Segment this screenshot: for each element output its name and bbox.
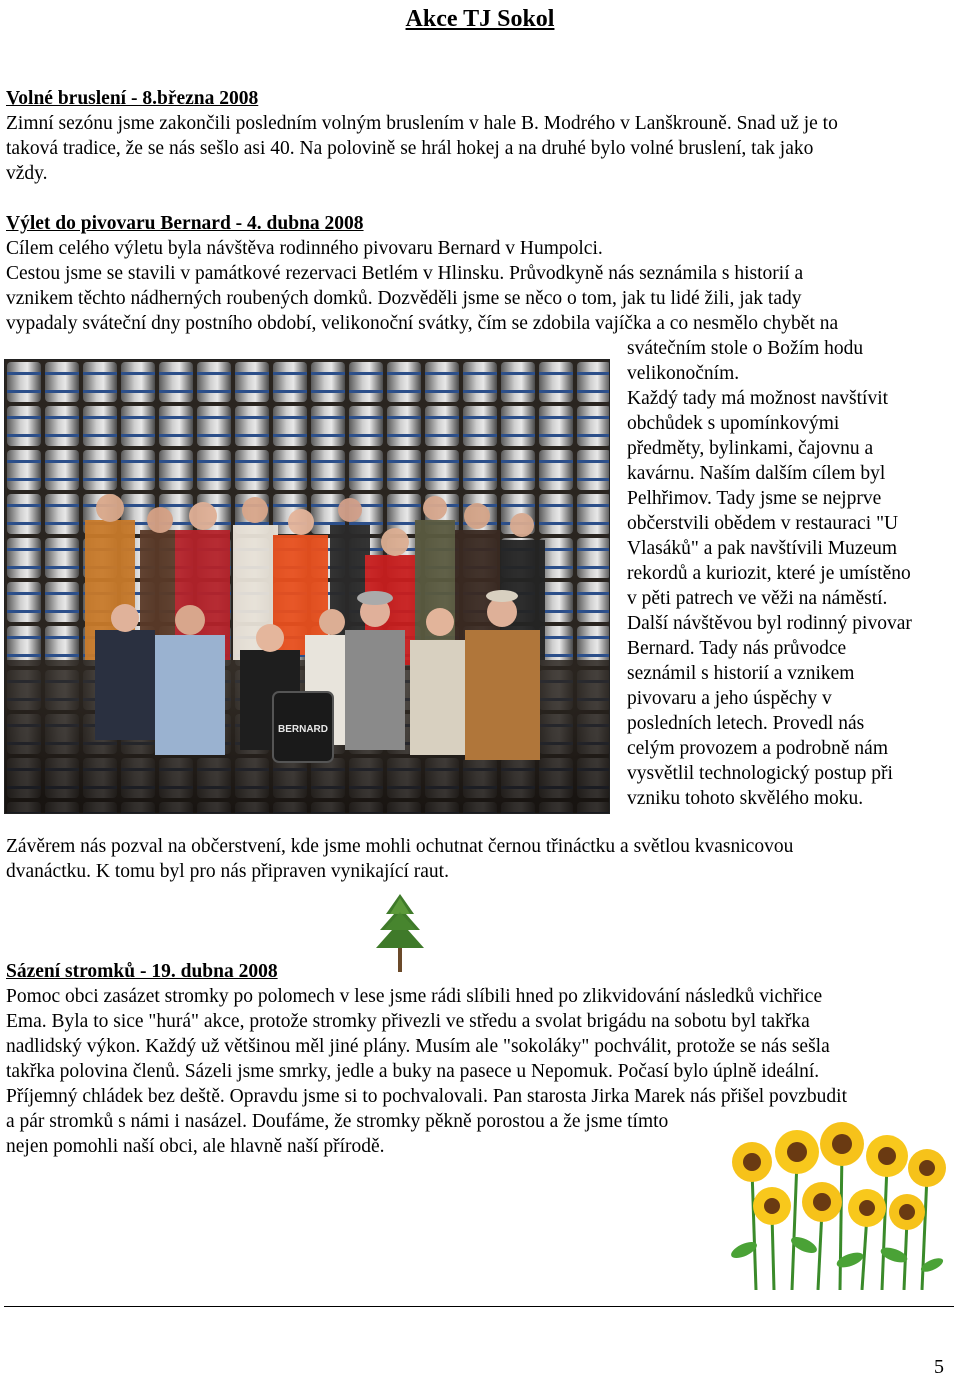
group-photo-image — [5, 360, 609, 813]
section-heading-brewery-trip: Výlet do pivovaru Bernard - 4. dubna 2008 — [6, 213, 364, 234]
paragraph-line: nadlidský výkon. Každý už většinou měl jiné plány. Musím ale "sokoláky" pochválit, protože se nás sešla — [6, 1036, 830, 1057]
paragraph-line: vznikem těchto nádherných roubených domků. Dozvěděli jsme se něco o tom, jak tu lidé žili, jak tady — [6, 288, 802, 309]
side-text-line: pivovaru a jeho úspěchy v — [627, 688, 832, 709]
page-title: Akce TJ Sokol — [405, 6, 555, 32]
paragraph-line: vypadaly sváteční dny postního období, velikonoční svátky, čím se zdobila vajíčka a co nesmělo chybět na — [6, 313, 839, 334]
side-text-line: předměty, bylinkami, čajovnu a — [627, 438, 874, 459]
page-number: 5 — [934, 1356, 944, 1378]
keg-label: BERNARD — [278, 724, 328, 735]
side-text-line: velikonočním. — [627, 363, 740, 384]
side-text-line: Pelhřimov. Tady jsme se nejprve — [627, 488, 882, 509]
group-photo-brewery — [4, 359, 610, 814]
tree-icon — [372, 892, 428, 972]
paragraph-line: Cílem celého výletu byla návštěva rodinného pivovaru Bernard v Humpolci. — [6, 238, 603, 259]
paragraph-line: Příjemný chládek bez deště. Opravdu jsme si to pochvalovali. Pan starosta Jirka Marek nás přišel povzbudit — [6, 1086, 848, 1107]
paragraph-line: Zimní sezónu jsme zakončili posledním volným bruslením v hale B. Modrého v Lanškrouně. Snad už je to — [6, 113, 838, 134]
side-text-line: v pěti patrech ve věži na náměstí. — [627, 588, 888, 609]
side-text-line: rekordů a kuriozit, které je umístěno — [627, 563, 911, 584]
footer-divider — [4, 1306, 954, 1307]
paragraph-line: taková tradice, že se nás sešlo asi 40. Na polovině se hrál hokej a na druhé bylo volné bruslení, tak jako — [6, 138, 814, 159]
paragraph-line: dvanáctku. K tomu byl pro nás připraven vynikající raut. — [6, 861, 449, 882]
section-heading-skating: Volné bruslení - 8.března 2008 — [6, 88, 259, 109]
side-text-line: Bernard. Tady nás průvodce — [627, 638, 847, 659]
side-text-line: obchůdek s upomínkovými — [627, 413, 840, 434]
paragraph-line: takřka polovina členů. Sázeli jsme smrky, jedle a buky na pasece u Nepomuk. Počasí bylo úplně ideální. — [6, 1061, 820, 1082]
side-text-line: svátečním stole o Božím hodu — [627, 338, 864, 359]
paragraph-line: Ema. Byla to sice "hurá" akce, protože stromky přivezli ve středu a svolat brigádu na sobotu byl takřka — [6, 1011, 810, 1032]
side-text-line: seznámil s historií a vznikem — [627, 663, 855, 684]
paragraph-line: Závěrem nás pozval na občerstvení, kde jsme mohli ochutnat černou třináctku a světlou kvasnicovou — [6, 836, 794, 857]
side-text-line: vzniku tohoto skvělého moku. — [627, 788, 864, 809]
side-text-line: Vlasáků" a pak navštívili Muzeum — [627, 538, 898, 559]
paragraph-line: a pár stromků s námi i nasázel. Doufáme, že stromky pěkně porostou a že jsme tímto — [6, 1111, 669, 1132]
paragraph-line: vždy. — [6, 163, 48, 184]
side-text-line: vysvětlil technologický postup při — [627, 763, 893, 784]
paragraph-line: Pomoc obci zasázet stromky po polomech v lese jsme rádi slíbili hned po zlikvidování následků vichřice — [6, 986, 823, 1007]
side-text-line: občerstvili obědem v restauraci "U — [627, 513, 899, 534]
section-heading-tree-planting: Sázení stromků - 19. dubna 2008 — [6, 961, 278, 982]
side-text-line: Další návštěvou byl rodinný pivovar — [627, 613, 912, 634]
side-text-line: Každý tady má možnost navštívit — [627, 388, 889, 409]
paragraph-line: nejen pomohli naší obci, ale hlavně naší přírodě. — [6, 1136, 385, 1157]
side-text-line: celým provozem a podrobně nám — [627, 738, 888, 759]
side-text-line: kavárnu. Naším dalším cílem byl — [627, 463, 886, 484]
paragraph-line: Cestou jsme se stavili v památkové rezervaci Betlém v Hlinsku. Průvodkyně nás seznámila s historií a — [6, 263, 804, 284]
side-text-line: posledních letech. Provedl nás — [627, 713, 865, 734]
sunflowers-icon — [722, 1120, 952, 1290]
